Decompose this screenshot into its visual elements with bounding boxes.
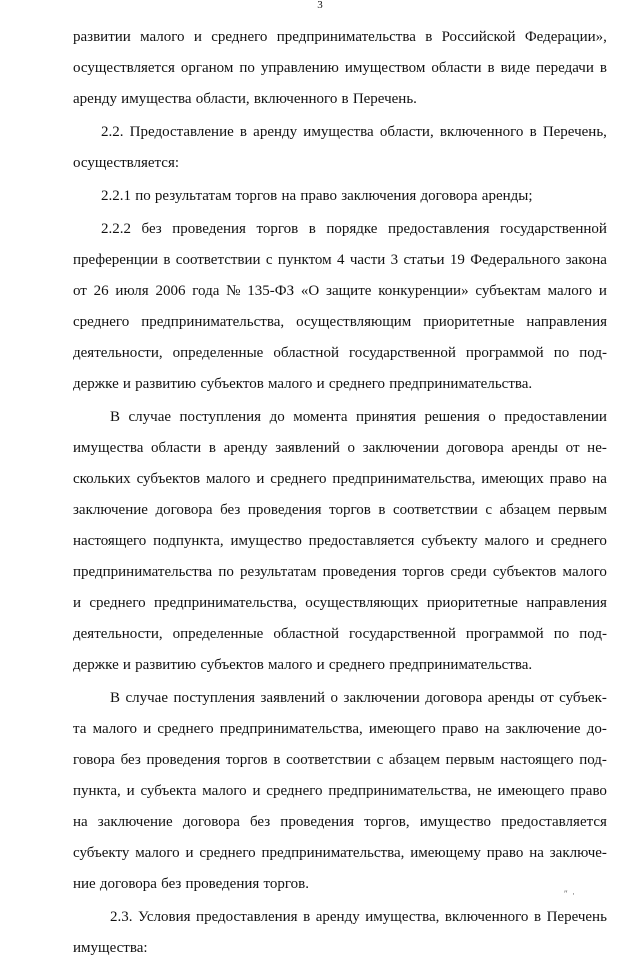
text-line: на заключение договора без проведения торгов, имущество предоставляется <box>73 814 607 830</box>
text-line: аренду имущества области, включенного в Перечень. <box>73 91 417 107</box>
text-line: 2.2.2 без проведения торгов в порядке предоставления государственной <box>101 221 607 237</box>
text-line: осуществляется: <box>73 155 180 171</box>
document-body <box>73 22 607 964</box>
text-line: развитии малого и среднего предпринимательства в Российской Федерации», <box>73 29 607 45</box>
text-line: деятельности, определенные областной государственной программой по под- <box>73 345 607 361</box>
text-line: держке и развитию субъектов малого и среднего предпринимательства. <box>73 657 533 673</box>
text-line: и среднего предпринимательства, осуществляющих приоритетные направления <box>73 595 607 611</box>
text-line: субъекту малого и среднего предпринимательства, имеющему право на заключе- <box>73 845 607 861</box>
text-line: от 26 июля 2006 года № 135-ФЗ «О защите конкуренции» субъектам малого и <box>73 283 607 299</box>
text-line: заключение договора без проведения торгов в соответствии с абзацем первым <box>73 502 607 518</box>
text-line: 2.3. Условия предоставления в аренду имущества, включенного в Перечень <box>110 909 607 925</box>
text-line: 2.2. Предоставление в аренду имущества области, включенного в Перечень, <box>101 124 607 140</box>
text-line: среднего предпринимательства, осуществляющим приоритетные направления <box>73 314 607 330</box>
text-line: осуществляется органом по управлению имуществом области в виде передачи в <box>73 60 607 76</box>
text-line: пункта, и субъекта малого и среднего предпринимательства, не имеющего право <box>73 783 607 799</box>
text-line: скольких субъектов малого и среднего предпринимательства, имеющих право на <box>73 471 607 487</box>
text-line: говора без проведения торгов в соответствии с абзацем первым настоящего под- <box>73 752 607 768</box>
text-line: 2.2.1 по результатам торгов на право заключения договора аренды; <box>101 188 533 204</box>
text-line: настоящего подпункта, имущество предоставляется субъекту малого и среднего <box>73 533 607 549</box>
text-line: В случае поступления до момента принятия решения о предоставлении <box>110 409 607 425</box>
text-line: держке и развитию субъектов малого и среднего предпринимательства. <box>73 376 533 392</box>
text-line: В случае поступления заявлений о заключении договора аренды от субъек- <box>110 690 607 706</box>
scan-mark: ″ · <box>564 889 576 899</box>
text-line: предпринимательства по результатам проведения торгов среди субъектов малого <box>73 564 607 580</box>
page-number: 3 <box>317 0 323 11</box>
text-line: ние договора без проведения торгов. <box>73 876 309 892</box>
text-line: та малого и среднего предпринимательства, имеющего право на заключение до- <box>73 721 607 737</box>
text-line: имущества области в аренду заявлений о заключении договора аренды от не- <box>73 440 607 456</box>
text-line: преференции в соответствии с пунктом 4 части 3 статьи 19 Федерального закона <box>73 252 607 268</box>
text-line: имущества: <box>73 940 148 956</box>
text-line: деятельности, определенные областной государственной программой по под- <box>73 626 607 642</box>
